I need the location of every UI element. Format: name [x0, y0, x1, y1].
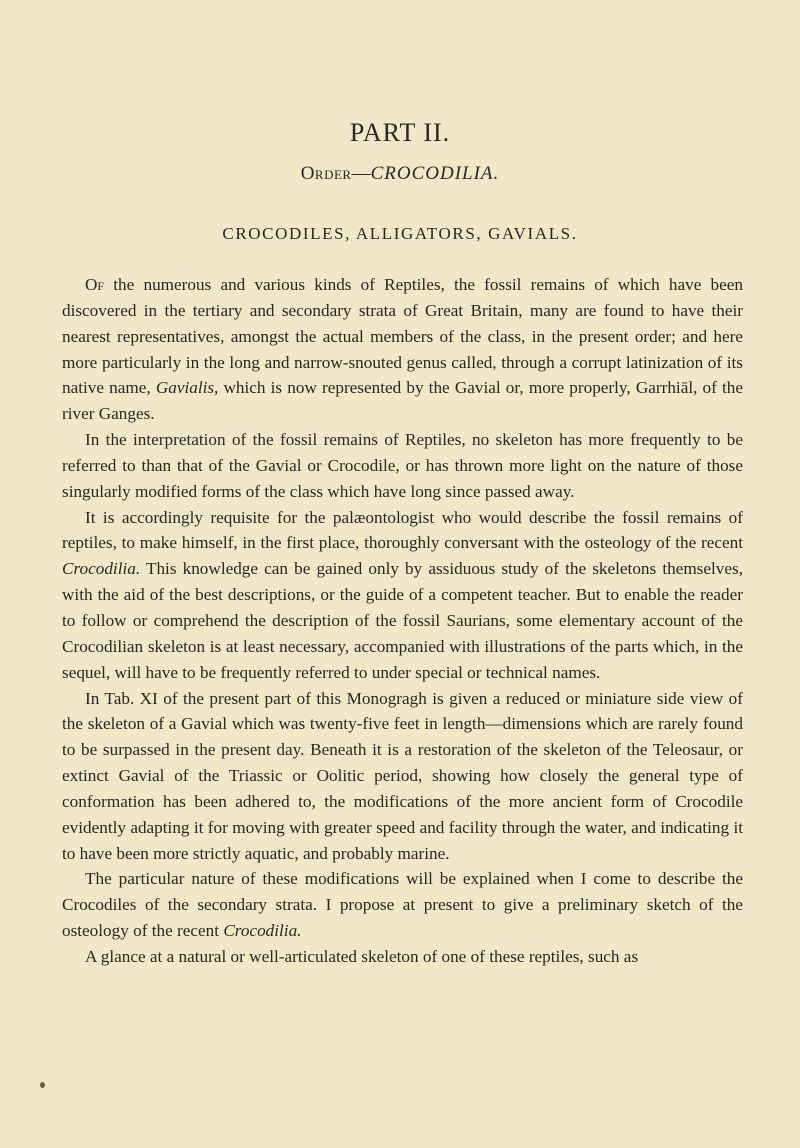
section-subtitle: CROCODILES, ALLIGATORS, GAVIALS.: [222, 224, 578, 243]
order-name: CROCODILIA.: [370, 163, 500, 184]
paragraph-4: In Tab. XI of the present part of this Monogragh is given a reduced or miniature side view of the skeleton of a Gavial which was twenty-five feet in length—dimensions which are rarely found to be surpassed in the present day. Beneath it is a restoration of the skeleton of the Teleosaur, or extinct Gavial of the Triassic or Oolitic period, showing how closely the general type of conformation has been adhered to, the modifications of the more ancient form of Crocodile evidently adapting it for moving with greater speed and facility through the water, and indicating it to have been more strictly aquatic, and probably marine.: [62, 688, 743, 863]
order-dash: —: [351, 163, 371, 184]
italic-term: Crocodilia.: [62, 559, 141, 579]
ink-speck: [40, 1082, 45, 1088]
paragraph-5: The particular nature of these modifications will be explained when I come to describe the Crocodiles of the secondary strata. I propose at present to give a preliminary sketch of the osteology of the recent Crocodilia.: [62, 869, 743, 941]
body-text: [62, 272, 743, 970]
dropcap: Of: [85, 275, 105, 294]
part-title: PART II.: [349, 118, 451, 147]
paragraph-1: Of the numerous and various kinds of Reptiles, the fossil remains of which have been discovered in the tertiary and secondary strata of Great Britain, many are found to have their nearest representatives, amongst the actual members of the class, in the present order; and here more particularly in the long and narrow-snouted genus called, through a corrupt latinization of its native name, Gavialis, which is now represented by the Gavial or, more properly, Garrhiāl, of the river Ganges.: [62, 275, 744, 424]
italic-term: Crocodilia.: [223, 921, 302, 941]
order-heading: [0, 163, 800, 185]
paragraph-6: A glance at a natural or well-articulated skeleton of one of these reptiles, such as: [85, 946, 639, 966]
paragraph-2: In the interpretation of the fossil remains of Reptiles, no skeleton has more frequently to be referred to than that of the Gavial or Crocodile, or has thrown more light on the nature of those singularly modified forms of the class which have long since passed away.: [62, 430, 743, 501]
italic-term: Gavialis,: [155, 378, 219, 398]
paragraph-3: It is accordingly requisite for the palæontologist who would describe the fossil remains of reptiles, to make himself, in the first place, thoroughly conversant with the osteology of the recent Crocodilia. This knowledge can be gained only by assiduous study of the skeletons themselves, with the aid of the best descriptions, or the guide of a competent teacher. But to enable the reader to follow or comprehend the description of the fossil Saurians, some elementary account of the Crocodilian skeleton is at least necessary, accompanied with illustrations of the parts which, in the sequel, will have to be frequently referred to under special or technical names.: [62, 507, 743, 682]
order-label: Order: [300, 163, 352, 184]
